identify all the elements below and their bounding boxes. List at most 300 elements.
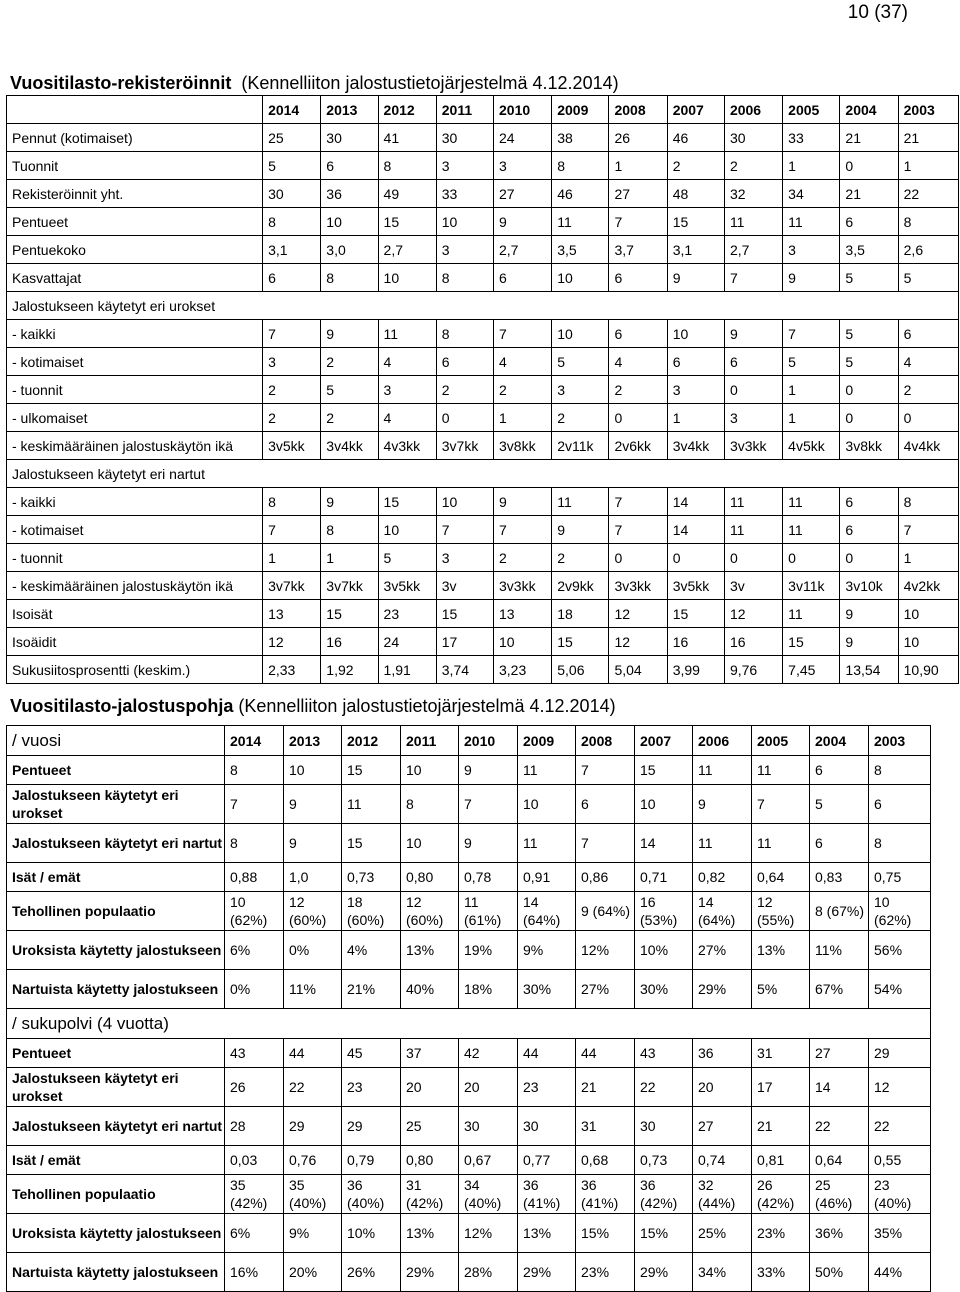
table-cell: 8 bbox=[225, 824, 284, 863]
row-label: Pentueet bbox=[7, 1039, 225, 1068]
table-cell: 8 bbox=[378, 152, 436, 180]
table-cell: 8 bbox=[898, 208, 958, 236]
table-row bbox=[7, 628, 959, 656]
year-header: 2009 bbox=[552, 96, 609, 124]
year-header: 2003 bbox=[898, 96, 958, 124]
table-cell: 20 bbox=[459, 1068, 518, 1107]
table-cell: 15% bbox=[635, 1214, 693, 1253]
table-cell: 22 bbox=[869, 1107, 931, 1146]
table-cell: 9 bbox=[284, 785, 342, 824]
table-cell: 0,79 bbox=[342, 1146, 401, 1175]
table-cell: 10 bbox=[494, 628, 552, 656]
table-cell: 29 bbox=[869, 1039, 931, 1068]
table-cell: 5 bbox=[378, 544, 436, 572]
table-row bbox=[7, 1039, 931, 1068]
table-row bbox=[7, 376, 959, 404]
table-cell: 35% bbox=[869, 1214, 931, 1253]
table-cell: 9 bbox=[284, 824, 342, 863]
table-cell: 6 bbox=[840, 516, 898, 544]
table-row bbox=[7, 208, 959, 236]
table-cell: 0 bbox=[609, 404, 667, 432]
table-row bbox=[7, 600, 959, 628]
table-cell: 11 bbox=[518, 756, 576, 785]
table-cell: 9 bbox=[667, 264, 724, 292]
table-cell: 10 bbox=[898, 600, 958, 628]
table-cell: 3v4kk bbox=[321, 432, 378, 460]
table-cell: 49 bbox=[378, 180, 436, 208]
table-cell: 3 bbox=[783, 236, 840, 264]
table-row bbox=[7, 1175, 931, 1214]
table-cell: 22 bbox=[810, 1107, 869, 1146]
table-cell: 22 bbox=[284, 1068, 342, 1107]
table-cell: 4 bbox=[609, 348, 667, 376]
year-header: 2011 bbox=[436, 96, 493, 124]
table-cell: 0 bbox=[436, 404, 493, 432]
table-cell: 3v8kk bbox=[494, 432, 552, 460]
year-header: 2010 bbox=[459, 726, 518, 756]
table-row bbox=[7, 656, 959, 684]
table-cell: 21 bbox=[840, 180, 898, 208]
table-cell: 0% bbox=[284, 931, 342, 970]
table-cell: 3,74 bbox=[436, 656, 493, 684]
year-header: 2009 bbox=[518, 726, 576, 756]
row-label: Pennut (kotimaiset) bbox=[7, 124, 263, 152]
table-cell: 13% bbox=[518, 1214, 576, 1253]
table-cell: 9 bbox=[321, 488, 378, 516]
table-cell: 6 bbox=[494, 264, 552, 292]
table-cell: 2 bbox=[667, 152, 724, 180]
year-header: 2007 bbox=[667, 96, 724, 124]
table-cell: 30 bbox=[436, 124, 493, 152]
row-label: Jalostukseen käytetyt eri nartut bbox=[7, 1107, 225, 1146]
table-cell: 3v7kk bbox=[321, 572, 378, 600]
row-label: Tehollinen populaatio bbox=[7, 1175, 225, 1214]
table-cell: 5 bbox=[321, 376, 378, 404]
table-cell: 15 bbox=[635, 756, 693, 785]
table-cell: 10 bbox=[552, 320, 609, 348]
table-cell: 26 bbox=[609, 124, 667, 152]
table-cell: 44% bbox=[869, 1253, 931, 1292]
row-label: Pentueet bbox=[7, 208, 263, 236]
table-cell: 7 bbox=[263, 516, 321, 544]
table-cell: 15 bbox=[783, 628, 840, 656]
table-cell: 2 bbox=[898, 376, 958, 404]
table-cell: 10 bbox=[518, 785, 576, 824]
section-header-row bbox=[7, 1009, 931, 1039]
table-cell: 4v4kk bbox=[898, 432, 958, 460]
table-row bbox=[7, 756, 931, 785]
table-cell: 0,74 bbox=[693, 1146, 752, 1175]
table-cell: 6 bbox=[263, 264, 321, 292]
year-header: 2006 bbox=[693, 726, 752, 756]
table-cell: 21 bbox=[752, 1107, 810, 1146]
table-cell: 3 bbox=[552, 376, 609, 404]
table-cell: 8 bbox=[321, 264, 378, 292]
table-cell: 2,7 bbox=[378, 236, 436, 264]
table-cell: 23 bbox=[518, 1068, 576, 1107]
table-cell: 12 bbox=[609, 628, 667, 656]
year-header: 2012 bbox=[378, 96, 436, 124]
table-cell: 0,77 bbox=[518, 1146, 576, 1175]
table-cell: 16 (53%) bbox=[635, 892, 693, 931]
year-header: 2013 bbox=[321, 96, 378, 124]
table-row bbox=[7, 348, 959, 376]
table-cell: 23 (40%) bbox=[869, 1175, 931, 1214]
table-row bbox=[7, 863, 931, 892]
table-cell: 3 bbox=[724, 404, 782, 432]
table-cell: 26 bbox=[225, 1068, 284, 1107]
table-cell: 2v11k bbox=[552, 432, 609, 460]
year-header: 2013 bbox=[284, 726, 342, 756]
table-cell: 10 bbox=[898, 628, 958, 656]
table-cell: 38 bbox=[552, 124, 609, 152]
breeding-base-table bbox=[6, 725, 931, 1292]
table-cell: 29% bbox=[693, 970, 752, 1009]
table-cell: 12 (60%) bbox=[401, 892, 459, 931]
table-cell: 23 bbox=[342, 1068, 401, 1107]
row-label: Sukusiitosprosentti (keskim.) bbox=[7, 656, 263, 684]
table-cell: 2v9kk bbox=[552, 572, 609, 600]
table-cell: 27 bbox=[810, 1039, 869, 1068]
table-cell: 14 bbox=[810, 1068, 869, 1107]
table-cell: 5,04 bbox=[609, 656, 667, 684]
table-cell: 41 bbox=[378, 124, 436, 152]
table-cell: 11 bbox=[724, 488, 782, 516]
table-cell: 7 bbox=[898, 516, 958, 544]
table-cell: 18 (60%) bbox=[342, 892, 401, 931]
table-cell: 6 bbox=[667, 348, 724, 376]
year-header: 2007 bbox=[635, 726, 693, 756]
table-cell: 12 bbox=[724, 600, 782, 628]
table-cell: 9 bbox=[693, 785, 752, 824]
table-cell: 8 bbox=[869, 824, 931, 863]
table-cell: 36 (42%) bbox=[635, 1175, 693, 1214]
table-cell: 30 bbox=[635, 1107, 693, 1146]
year-header: 2003 bbox=[869, 726, 931, 756]
table-cell: 7 bbox=[576, 824, 635, 863]
table-cell: 14 bbox=[667, 488, 724, 516]
table-cell: 11 bbox=[552, 488, 609, 516]
table-cell: 10% bbox=[635, 931, 693, 970]
table-cell: 29 bbox=[342, 1107, 401, 1146]
table-cell: 67% bbox=[810, 970, 869, 1009]
table-cell: 8 bbox=[321, 516, 378, 544]
table-cell: 3v5kk bbox=[667, 572, 724, 600]
table-cell: 29% bbox=[518, 1253, 576, 1292]
table-cell: 2 bbox=[436, 376, 493, 404]
table-cell: 7 bbox=[609, 516, 667, 544]
table-cell: 14 (64%) bbox=[693, 892, 752, 931]
table-cell: 10 bbox=[378, 516, 436, 544]
table-cell: 3v3kk bbox=[609, 572, 667, 600]
section1-title-bold: Vuositilasto-rekisteröinnit bbox=[10, 73, 232, 93]
table-cell: 6% bbox=[225, 931, 284, 970]
table-cell: 36% bbox=[810, 1214, 869, 1253]
row-label: - tuonnit bbox=[7, 376, 263, 404]
row-label: Isät / emät bbox=[7, 863, 225, 892]
table-cell: 6 bbox=[609, 264, 667, 292]
table-cell: 23% bbox=[576, 1253, 635, 1292]
table-cell: 1 bbox=[783, 404, 840, 432]
table-cell: 11 bbox=[752, 824, 810, 863]
table-cell: 10,90 bbox=[898, 656, 958, 684]
table-cell: 0,55 bbox=[869, 1146, 931, 1175]
table-cell: 15 bbox=[378, 208, 436, 236]
table-cell: 33 bbox=[783, 124, 840, 152]
table-cell: 6 bbox=[609, 320, 667, 348]
table-cell: 27% bbox=[576, 970, 635, 1009]
table-cell: 0 bbox=[840, 544, 898, 572]
table-cell: 4v5kk bbox=[783, 432, 840, 460]
table-cell: 36 (41%) bbox=[576, 1175, 635, 1214]
row-label: Isoisät bbox=[7, 600, 263, 628]
table-header-row bbox=[7, 96, 959, 124]
table-cell: 4v3kk bbox=[378, 432, 436, 460]
table-cell: 3v3kk bbox=[494, 572, 552, 600]
row-label: Jalostukseen käytetyt eri urokset bbox=[7, 292, 959, 320]
table-cell: 6 bbox=[840, 488, 898, 516]
table-cell: 2 bbox=[321, 348, 378, 376]
table-cell: 27 bbox=[494, 180, 552, 208]
table-cell: 9 bbox=[459, 824, 518, 863]
table-cell: 11 bbox=[378, 320, 436, 348]
table-cell: 15 bbox=[321, 600, 378, 628]
table-cell: 5% bbox=[752, 970, 810, 1009]
section1-title-rest: (Kennelliiton jalostustietojärjestelmä 4.12.2014) bbox=[231, 73, 619, 93]
table-cell: 9% bbox=[518, 931, 576, 970]
table-row bbox=[7, 180, 959, 208]
table-cell: 28 bbox=[225, 1107, 284, 1146]
table-cell: 2,6 bbox=[898, 236, 958, 264]
table-cell: 9 bbox=[494, 488, 552, 516]
table-cell: 7 bbox=[225, 785, 284, 824]
table-cell: 11 bbox=[783, 600, 840, 628]
section-header-row bbox=[7, 726, 931, 756]
table-cell: 7 bbox=[263, 320, 321, 348]
table-cell: 12 bbox=[263, 628, 321, 656]
table-cell: 11% bbox=[284, 970, 342, 1009]
table-cell: 3v bbox=[724, 572, 782, 600]
table-cell: 27% bbox=[693, 931, 752, 970]
table-cell: 30 bbox=[724, 124, 782, 152]
table-cell: 14 bbox=[667, 516, 724, 544]
table-cell: 44 bbox=[518, 1039, 576, 1068]
table-cell: 14 (64%) bbox=[518, 892, 576, 931]
table-cell: 7,45 bbox=[783, 656, 840, 684]
table-cell: 3v7kk bbox=[263, 572, 321, 600]
table-cell: 12 bbox=[609, 600, 667, 628]
table-cell: 10 bbox=[321, 208, 378, 236]
year-header: 2014 bbox=[225, 726, 284, 756]
table-row bbox=[7, 1068, 931, 1107]
table-cell: 10 bbox=[635, 785, 693, 824]
section2-title-rest: (Kennelliiton jalostustietojärjestelmä 4.12.2014) bbox=[233, 696, 616, 716]
table-cell: 10 bbox=[552, 264, 609, 292]
table-cell: 27 bbox=[693, 1107, 752, 1146]
table-cell: 30 bbox=[459, 1107, 518, 1146]
table-row bbox=[7, 264, 959, 292]
row-label: Isoäidit bbox=[7, 628, 263, 656]
table-cell: 9% bbox=[284, 1214, 342, 1253]
table-row bbox=[7, 152, 959, 180]
row-label: Jalostukseen käytetyt eri nartut bbox=[7, 824, 225, 863]
table-cell: 1 bbox=[667, 404, 724, 432]
table-cell: 2,7 bbox=[494, 236, 552, 264]
table-cell: 0 bbox=[840, 152, 898, 180]
table-cell: 1,91 bbox=[378, 656, 436, 684]
table-cell: 46 bbox=[667, 124, 724, 152]
table-cell: 8 (67%) bbox=[810, 892, 869, 931]
year-header: 2014 bbox=[263, 96, 321, 124]
table-cell: 13 bbox=[494, 600, 552, 628]
table-cell: 4 bbox=[378, 404, 436, 432]
table-cell: 6 bbox=[840, 208, 898, 236]
table-row bbox=[7, 572, 959, 600]
table-cell: 36 (40%) bbox=[342, 1175, 401, 1214]
table-cell: 19% bbox=[459, 931, 518, 970]
table-cell: 29 bbox=[284, 1107, 342, 1146]
table-cell: 0,03 bbox=[225, 1146, 284, 1175]
table-cell: 1,0 bbox=[284, 863, 342, 892]
table-cell: 11 bbox=[783, 516, 840, 544]
table-cell: 0,91 bbox=[518, 863, 576, 892]
table-cell: 10 bbox=[401, 824, 459, 863]
table-cell: 6 bbox=[869, 785, 931, 824]
table-cell: 42 bbox=[459, 1039, 518, 1068]
table-cell: 23% bbox=[752, 1214, 810, 1253]
table-cell: 18% bbox=[459, 970, 518, 1009]
table-cell: 24 bbox=[378, 628, 436, 656]
table-cell: 3v4kk bbox=[667, 432, 724, 460]
table-row bbox=[7, 544, 959, 572]
table-cell: 50% bbox=[810, 1253, 869, 1292]
table-cell: 20 bbox=[693, 1068, 752, 1107]
table-cell: 3v8kk bbox=[840, 432, 898, 460]
table-cell: 27 bbox=[609, 180, 667, 208]
table-cell: 44 bbox=[284, 1039, 342, 1068]
table-cell: 34 bbox=[783, 180, 840, 208]
table-cell: 1,92 bbox=[321, 656, 378, 684]
table-cell: 10 bbox=[378, 264, 436, 292]
row-label: Jalostukseen käytetyt eri urokset bbox=[7, 785, 225, 824]
table-cell: 17 bbox=[752, 1068, 810, 1107]
table-cell: 6 bbox=[436, 348, 493, 376]
table-cell: 2 bbox=[724, 152, 782, 180]
table-cell: 10 (62%) bbox=[869, 892, 931, 931]
row-label: Uroksista käytetty jalostukseen bbox=[7, 1214, 225, 1253]
table-cell: 34% bbox=[693, 1253, 752, 1292]
table-cell: 3 bbox=[436, 152, 493, 180]
year-header: 2004 bbox=[840, 96, 898, 124]
row-label: Tuonnit bbox=[7, 152, 263, 180]
table-cell: 35 (40%) bbox=[284, 1175, 342, 1214]
year-header: 2008 bbox=[609, 96, 667, 124]
table-row bbox=[7, 1146, 931, 1175]
table-cell: 6 bbox=[898, 320, 958, 348]
table-cell: 20 bbox=[401, 1068, 459, 1107]
table-cell: 11 bbox=[552, 208, 609, 236]
table-cell: 15 bbox=[342, 824, 401, 863]
table-cell: 3v3kk bbox=[724, 432, 782, 460]
table-cell: 28% bbox=[459, 1253, 518, 1292]
table-cell: 34 (40%) bbox=[459, 1175, 518, 1214]
year-header: 2005 bbox=[752, 726, 810, 756]
row-label: - keskimääräinen jalostuskäytön ikä bbox=[7, 572, 263, 600]
table-row bbox=[7, 404, 959, 432]
table-cell: 0,76 bbox=[284, 1146, 342, 1175]
row-label: Jalostukseen käytetyt eri nartut bbox=[7, 460, 959, 488]
table-cell: 0 bbox=[840, 404, 898, 432]
table-cell: 21 bbox=[840, 124, 898, 152]
table-cell: 29% bbox=[635, 1253, 693, 1292]
table-cell: 12 (55%) bbox=[752, 892, 810, 931]
row-label: - keskimääräinen jalostuskäytön ikä bbox=[7, 432, 263, 460]
table-cell: 5 bbox=[840, 264, 898, 292]
table-cell: 45 bbox=[342, 1039, 401, 1068]
row-label: - kotimaiset bbox=[7, 516, 263, 544]
table-cell: 7 bbox=[783, 320, 840, 348]
table-row bbox=[7, 460, 959, 488]
table-cell: 9 bbox=[724, 320, 782, 348]
table-cell: 11 bbox=[693, 824, 752, 863]
row-label: Nartuista käytetty jalostukseen bbox=[7, 970, 225, 1009]
table-cell: 11 (61%) bbox=[459, 892, 518, 931]
table-cell: 5 bbox=[783, 348, 840, 376]
table-cell: 9,76 bbox=[724, 656, 782, 684]
table-cell: 12 (60%) bbox=[284, 892, 342, 931]
table-cell: 26 (42%) bbox=[752, 1175, 810, 1214]
table-cell: 32 (44%) bbox=[693, 1175, 752, 1214]
table-cell: 11 bbox=[342, 785, 401, 824]
table-cell: 1 bbox=[321, 544, 378, 572]
table-cell: 5 bbox=[810, 785, 869, 824]
row-label: Tehollinen populaatio bbox=[7, 892, 225, 931]
section-header-label: / sukupolvi (4 vuotta) bbox=[7, 1009, 931, 1039]
table-cell: 7 bbox=[724, 264, 782, 292]
table-cell: 5 bbox=[840, 320, 898, 348]
year-header: 2012 bbox=[342, 726, 401, 756]
table-cell: 10 bbox=[401, 756, 459, 785]
table-cell: 3,23 bbox=[494, 656, 552, 684]
row-label: Uroksista käytetty jalostukseen bbox=[7, 931, 225, 970]
table-row bbox=[7, 488, 959, 516]
table-cell: 0,82 bbox=[693, 863, 752, 892]
table-cell: 8 bbox=[898, 488, 958, 516]
table-cell: 0 bbox=[724, 376, 782, 404]
table-cell: 16 bbox=[724, 628, 782, 656]
table-cell: 32 bbox=[724, 180, 782, 208]
table-cell: 7 bbox=[494, 320, 552, 348]
table-cell: 25 bbox=[401, 1107, 459, 1146]
table-cell: 15 bbox=[552, 628, 609, 656]
table-cell: 3,0 bbox=[321, 236, 378, 264]
year-header: 2011 bbox=[401, 726, 459, 756]
table-cell: 33% bbox=[752, 1253, 810, 1292]
table-cell: 16% bbox=[225, 1253, 284, 1292]
table-cell: 1 bbox=[898, 152, 958, 180]
table-cell: 15% bbox=[576, 1214, 635, 1253]
table-cell: 3v7kk bbox=[436, 432, 493, 460]
table-cell: 43 bbox=[635, 1039, 693, 1068]
table-cell: 21 bbox=[898, 124, 958, 152]
table-cell: 46 bbox=[552, 180, 609, 208]
table-cell: 15 bbox=[667, 600, 724, 628]
table-cell: 9 bbox=[840, 600, 898, 628]
row-label: Pentuekoko bbox=[7, 236, 263, 264]
table-row bbox=[7, 785, 931, 824]
table-cell: 0,86 bbox=[576, 863, 635, 892]
table-cell: 36 (41%) bbox=[518, 1175, 576, 1214]
